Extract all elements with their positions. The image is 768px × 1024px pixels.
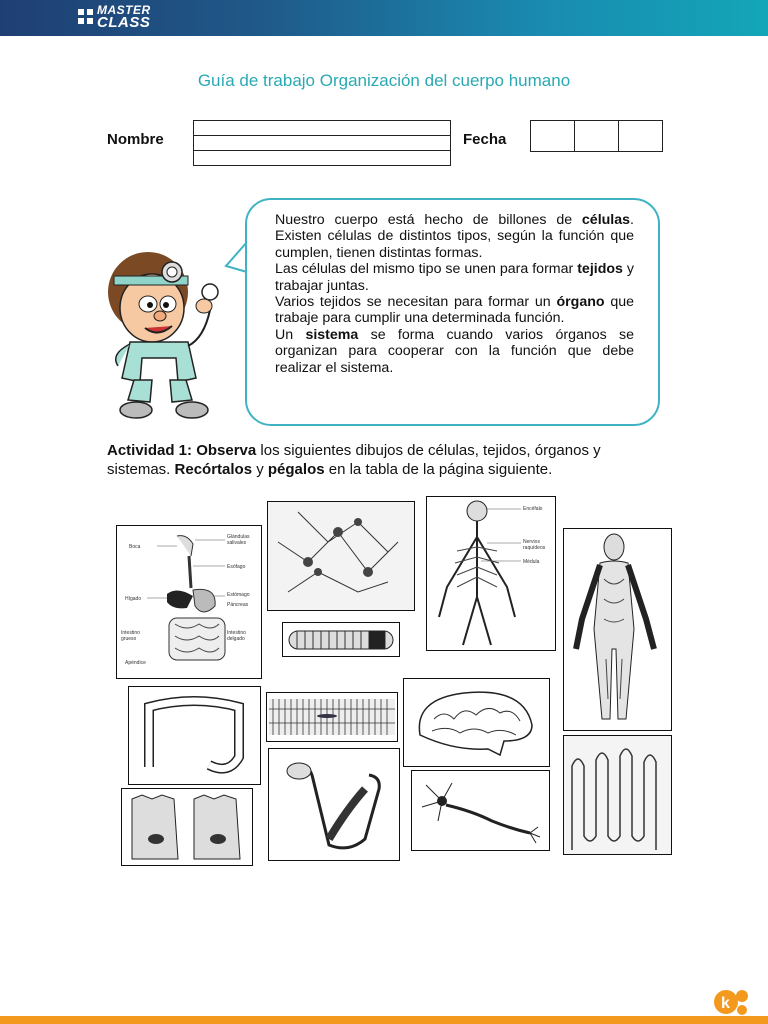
digestive-system-image: [116, 525, 262, 679]
label-higado: Hígado: [125, 596, 142, 602]
date-year-field[interactable]: [618, 120, 663, 152]
label-int-delgado: Intestino delgado: [227, 630, 246, 642]
nerve-tissue-image: [267, 501, 415, 611]
name-field-row3[interactable]: [193, 150, 451, 166]
date-day-field[interactable]: [530, 120, 575, 152]
svg-text:k: k: [721, 995, 730, 1012]
doctor-illustration: [100, 250, 230, 430]
label-nervios: Nervios raquídeos: [523, 539, 546, 551]
footer-bar: [0, 1016, 768, 1024]
logo-icon: [78, 9, 94, 25]
intestinal-villi-image: [563, 735, 672, 855]
muscle-fiber-image: [282, 622, 400, 657]
info-bubble: [245, 198, 660, 426]
brand-line1: MASTER: [97, 3, 151, 17]
label-pancreas: Páncreas: [227, 602, 249, 608]
striated-muscle-image: [266, 692, 398, 742]
header-bar: [0, 0, 768, 36]
name-label: Nombre: [107, 131, 164, 148]
nervous-system-image: [426, 496, 556, 651]
label-glandulas: Glándulas salivales: [227, 534, 250, 546]
muscular-system-image: [563, 528, 672, 731]
activity-instructions: Actividad 1: Observa los siguientes dibujos de células, tejidos, órganos y sistemas. Recórtalos y pégalos en la tabla de la página siguiente.: [107, 442, 601, 478]
neuron-image: [411, 770, 550, 851]
brain-image: [403, 678, 550, 767]
name-field-row1[interactable]: [193, 120, 451, 136]
brand-line2: CLASS: [97, 14, 151, 31]
name-field-row2[interactable]: [193, 135, 451, 151]
arm-muscles-image: [268, 748, 400, 861]
date-label: Fecha: [463, 131, 507, 148]
label-estomago: Estómago: [227, 592, 250, 598]
bubble-text: Nuestro cuerpo está hecho de billones de células. Existen células de distintos tipos, según la función que cumplen, tienen distintas formas. Las células del mismo tipo se unen para formar tejidos y trabajar juntas. Varios tejidos se necesitan para formar un órgano que trabaje para cumplir una determinada función. Un sistema se forma cuando varios órganos se organizan para cooperar con la función que debe realizar el sistema.: [275, 212, 635, 376]
label-boca: Boca: [129, 544, 141, 550]
masterclass-logo: [78, 4, 151, 30]
koolearn-logo: [712, 986, 762, 1016]
label-encefalo: Encéfalo: [523, 506, 543, 512]
label-medula: Médula: [523, 559, 540, 565]
epithelial-cells-image: [121, 788, 253, 866]
date-month-field[interactable]: [574, 120, 619, 152]
label-esofago: Esófago: [227, 564, 246, 570]
page-title: Guía de trabajo Organización del cuerpo humano: [197, 71, 571, 90]
label-int-grueso: Intestino grueso: [121, 630, 140, 642]
large-intestine-image: [128, 686, 261, 785]
label-apendice: Apéndice: [125, 660, 146, 666]
